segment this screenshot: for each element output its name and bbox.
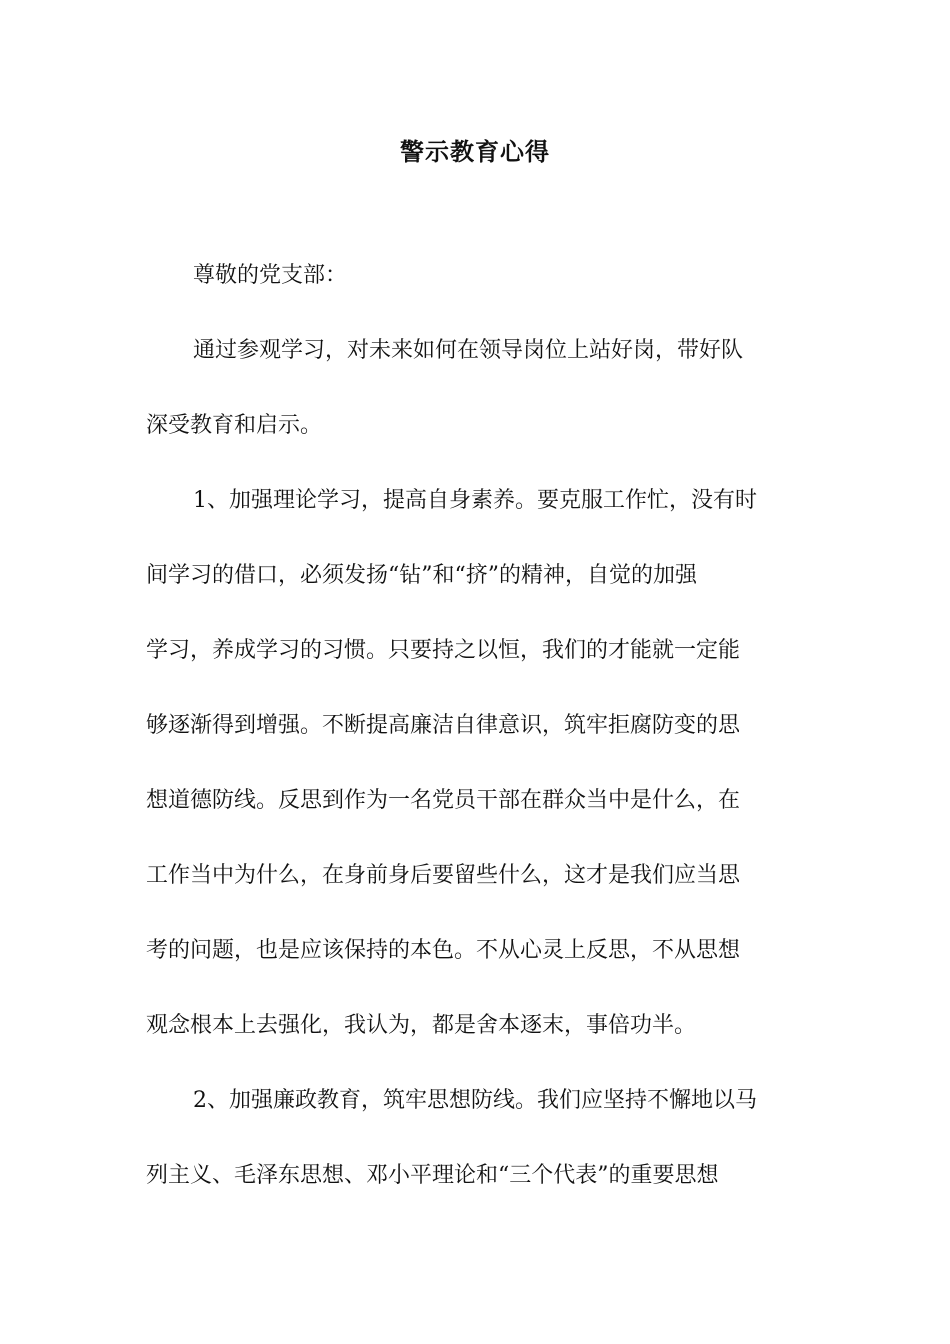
paragraph-line: 列主义、毛泽东思想、邓小平理论和“三个代表”的重要思想 [146, 1163, 719, 1188]
paragraph-line: 考的问题，也是应该保持的本色。不从心灵上反思，不从思想 [146, 938, 741, 963]
paragraph-line: 1、加强理论学习，提高自身素养。要克服工作忙，没有时 [193, 488, 757, 513]
paragraph-line: 深受教育和启示。 [146, 413, 323, 438]
paragraph-line: 通过参观学习，对未来如何在领导岗位上站好岗，带好队 [193, 338, 744, 363]
document-title: 警示教育心得 [400, 137, 550, 166]
paragraph-line: 学习，养成学习的习惯。只要持之以恒，我们的才能就一定能 [146, 638, 741, 663]
paragraph-line: 观念根本上去强化，我认为，都是舍本逐末，事倍功半。 [146, 1013, 697, 1038]
salutation-line: 尊敬的党支部： [193, 263, 348, 288]
paragraph-line: 够逐渐得到增强。不断提高廉洁自律意识，筑牢拒腐防变的思 [146, 713, 741, 738]
paragraph-line: 间学习的借口，必须发扬“钻”和“挤”的精神，自觉的加强 [146, 563, 697, 588]
paragraph-line: 想道德防线。反思到作为一名党员干部在群众当中是什么，在 [146, 788, 741, 813]
paragraph-line: 工作当中为什么，在身前身后要留些什么，这才是我们应当思 [146, 863, 741, 888]
paragraph-line: 2、加强廉政教育，筑牢思想防线。我们应坚持不懈地以马 [193, 1088, 757, 1113]
document-body [146, 257, 806, 1232]
